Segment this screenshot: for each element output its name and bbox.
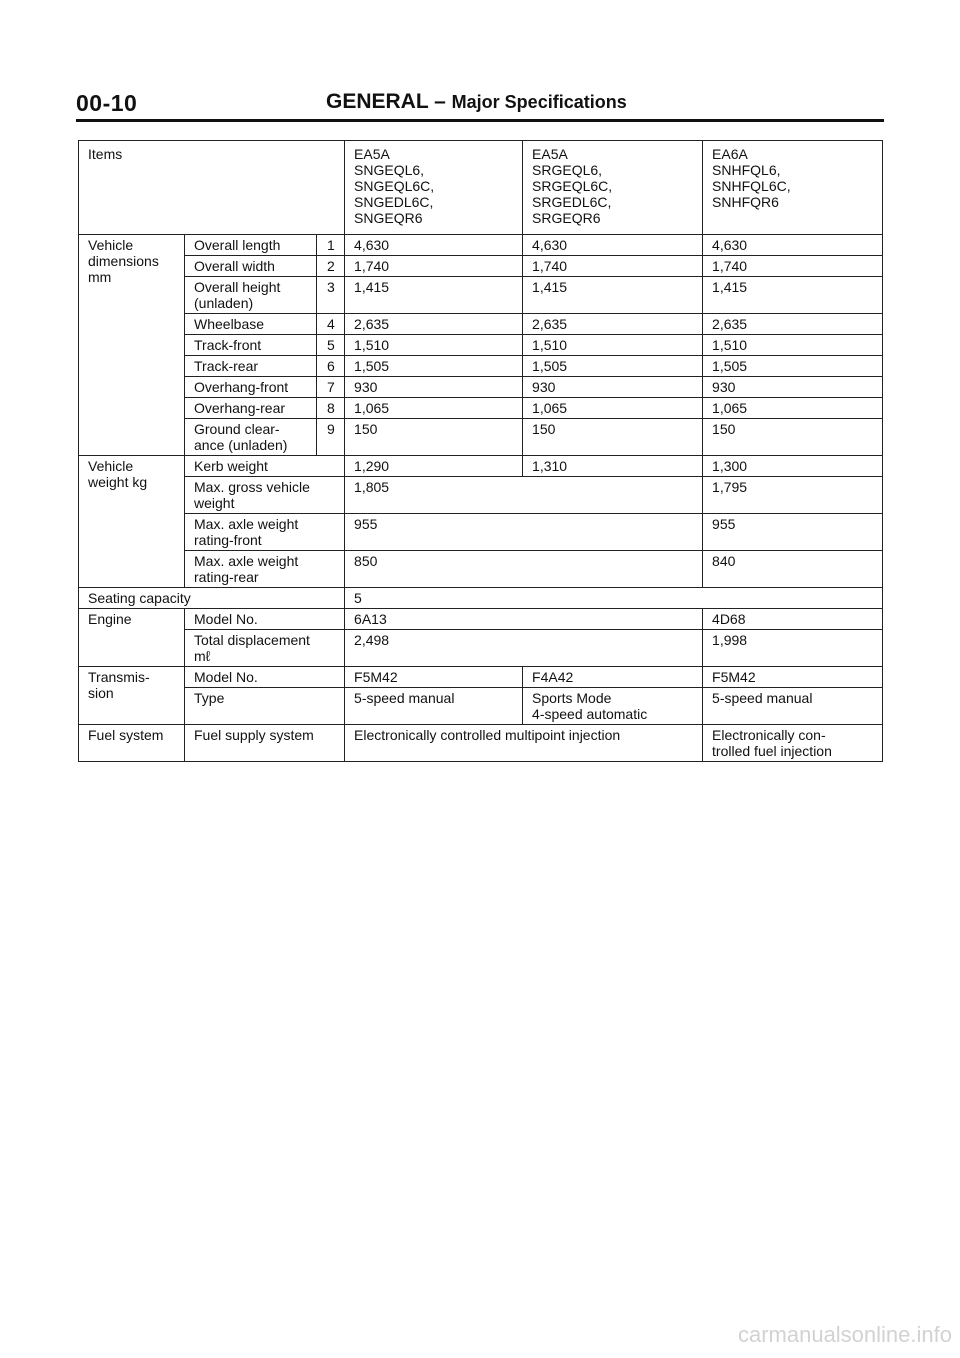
row-number: 6 <box>317 356 345 377</box>
page-title <box>326 90 627 114</box>
fuel-system-group: Fuel system <box>79 725 185 762</box>
table-row <box>79 609 883 630</box>
row-label: Max. axle weight rating-rear <box>185 551 345 588</box>
table-cell: 150 <box>703 419 883 456</box>
table-cell: 5 <box>345 588 883 609</box>
table-cell: 1,998 <box>703 630 883 667</box>
vehicle-dimensions-group: Vehicle dimensions mm <box>79 235 185 456</box>
table-cell: 1,065 <box>345 398 523 419</box>
table-cell: 850 <box>345 551 703 588</box>
table-cell: 2,635 <box>703 314 883 335</box>
table-cell: 1,300 <box>703 456 883 477</box>
row-label: Max. axle weight rating-front <box>185 514 345 551</box>
watermark: carmanualsonline.info <box>737 1322 952 1347</box>
table-cell: 1,510 <box>523 335 703 356</box>
table-cell: 1,505 <box>703 356 883 377</box>
table-row <box>79 688 883 725</box>
row-label: Overall height (unladen) <box>185 277 317 314</box>
table-cell: 1,065 <box>703 398 883 419</box>
row-label: Track-rear <box>185 356 317 377</box>
table-row <box>79 725 883 762</box>
table-cell: 4,630 <box>523 235 703 256</box>
table-cell: F4A42 <box>523 667 703 688</box>
table-cell: 1,510 <box>345 335 523 356</box>
table-row <box>79 588 883 609</box>
table-cell: 4D68 <box>703 609 883 630</box>
table-cell: 1,505 <box>345 356 523 377</box>
table-row <box>79 667 883 688</box>
table-row <box>79 256 883 277</box>
row-number: 3 <box>317 277 345 314</box>
table-cell: 1,415 <box>523 277 703 314</box>
row-label: Max. gross vehicle weight <box>185 477 345 514</box>
table-row <box>79 456 883 477</box>
table-row <box>79 335 883 356</box>
table-cell: 2,635 <box>523 314 703 335</box>
table-cell: 4,630 <box>345 235 523 256</box>
table-cell: 1,510 <box>703 335 883 356</box>
table-cell: 930 <box>345 377 523 398</box>
table-cell: Electronically controlled multipoint injection <box>345 725 703 762</box>
table-cell: Electronically con- trolled fuel injection <box>703 725 883 762</box>
row-label: Ground clear- ance (unladen) <box>185 419 317 456</box>
table-row <box>79 314 883 335</box>
table-cell: 150 <box>523 419 703 456</box>
table-cell: 1,795 <box>703 477 883 514</box>
row-label: Overhang-front <box>185 377 317 398</box>
table-cell: 1,740 <box>345 256 523 277</box>
table-cell: 840 <box>703 551 883 588</box>
table-header-row <box>79 141 883 235</box>
table-cell: 150 <box>345 419 523 456</box>
table-cell: 1,505 <box>523 356 703 377</box>
table-row <box>79 235 883 256</box>
table-row <box>79 551 883 588</box>
row-number: 4 <box>317 314 345 335</box>
model-2-header: EA5A SRGEQL6, SRGEQL6C, SRGEDL6C, SRGEQR6 <box>523 141 703 235</box>
row-label: Type <box>185 688 345 725</box>
table-row <box>79 356 883 377</box>
table-row <box>79 277 883 314</box>
table-cell: 5-speed manual <box>345 688 523 725</box>
row-label: Total displacement mℓ <box>185 630 345 667</box>
row-number: 5 <box>317 335 345 356</box>
table-cell: 955 <box>345 514 703 551</box>
table-cell: 4,630 <box>703 235 883 256</box>
table-cell: 1,740 <box>523 256 703 277</box>
row-label: Kerb weight <box>185 456 345 477</box>
table-row <box>79 514 883 551</box>
table-cell: 5-speed manual <box>703 688 883 725</box>
vehicle-weight-group: Vehicle weight kg <box>79 456 185 588</box>
row-label: Overhang-rear <box>185 398 317 419</box>
title-subtitle: Major Specifications <box>451 92 627 112</box>
table-cell: F5M42 <box>345 667 523 688</box>
header-rule <box>76 119 884 122</box>
table-cell: 1,310 <box>523 456 703 477</box>
page-header <box>76 90 884 122</box>
row-number: 9 <box>317 419 345 456</box>
table-cell: 1,740 <box>703 256 883 277</box>
model-3-header: EA6A SNHFQL6, SNHFQL6C, SNHFQR6 <box>703 141 883 235</box>
row-label: Model No. <box>185 609 345 630</box>
page-number: 00-10 <box>76 90 138 116</box>
table-row <box>79 477 883 514</box>
row-label: Track-front <box>185 335 317 356</box>
table-cell: 930 <box>703 377 883 398</box>
row-number: 1 <box>317 235 345 256</box>
table-cell: 2,498 <box>345 630 703 667</box>
row-number: 8 <box>317 398 345 419</box>
table-cell: 1,805 <box>345 477 703 514</box>
row-label: Overall length <box>185 235 317 256</box>
table-cell: 1,415 <box>703 277 883 314</box>
table-row <box>79 630 883 667</box>
engine-group: Engine <box>79 609 185 667</box>
table-cell: 1,290 <box>345 456 523 477</box>
items-header: Items <box>79 141 345 235</box>
title-main: GENERAL <box>326 90 429 113</box>
transmission-group: Transmis- sion <box>79 667 185 725</box>
table-row <box>79 398 883 419</box>
table-cell: Sports Mode 4-speed automatic <box>523 688 703 725</box>
table-cell: 1,415 <box>345 277 523 314</box>
specifications-table <box>78 140 883 762</box>
row-number: 7 <box>317 377 345 398</box>
table-cell: 6A13 <box>345 609 703 630</box>
row-label: Fuel supply system <box>185 725 345 762</box>
model-1-header: EA5A SNGEQL6, SNGEQL6C, SNGEDL6C, SNGEQR6 <box>345 141 523 235</box>
row-label: Wheelbase <box>185 314 317 335</box>
title-dash: – <box>434 90 446 113</box>
table-row <box>79 377 883 398</box>
table-cell: F5M42 <box>703 667 883 688</box>
table-cell: 2,635 <box>345 314 523 335</box>
row-label: Seating capacity <box>79 588 345 609</box>
table-cell: 1,065 <box>523 398 703 419</box>
row-label: Model No. <box>185 667 345 688</box>
table-cell: 930 <box>523 377 703 398</box>
table-row <box>79 419 883 456</box>
row-number: 2 <box>317 256 345 277</box>
table-cell: 955 <box>703 514 883 551</box>
row-label: Overall width <box>185 256 317 277</box>
